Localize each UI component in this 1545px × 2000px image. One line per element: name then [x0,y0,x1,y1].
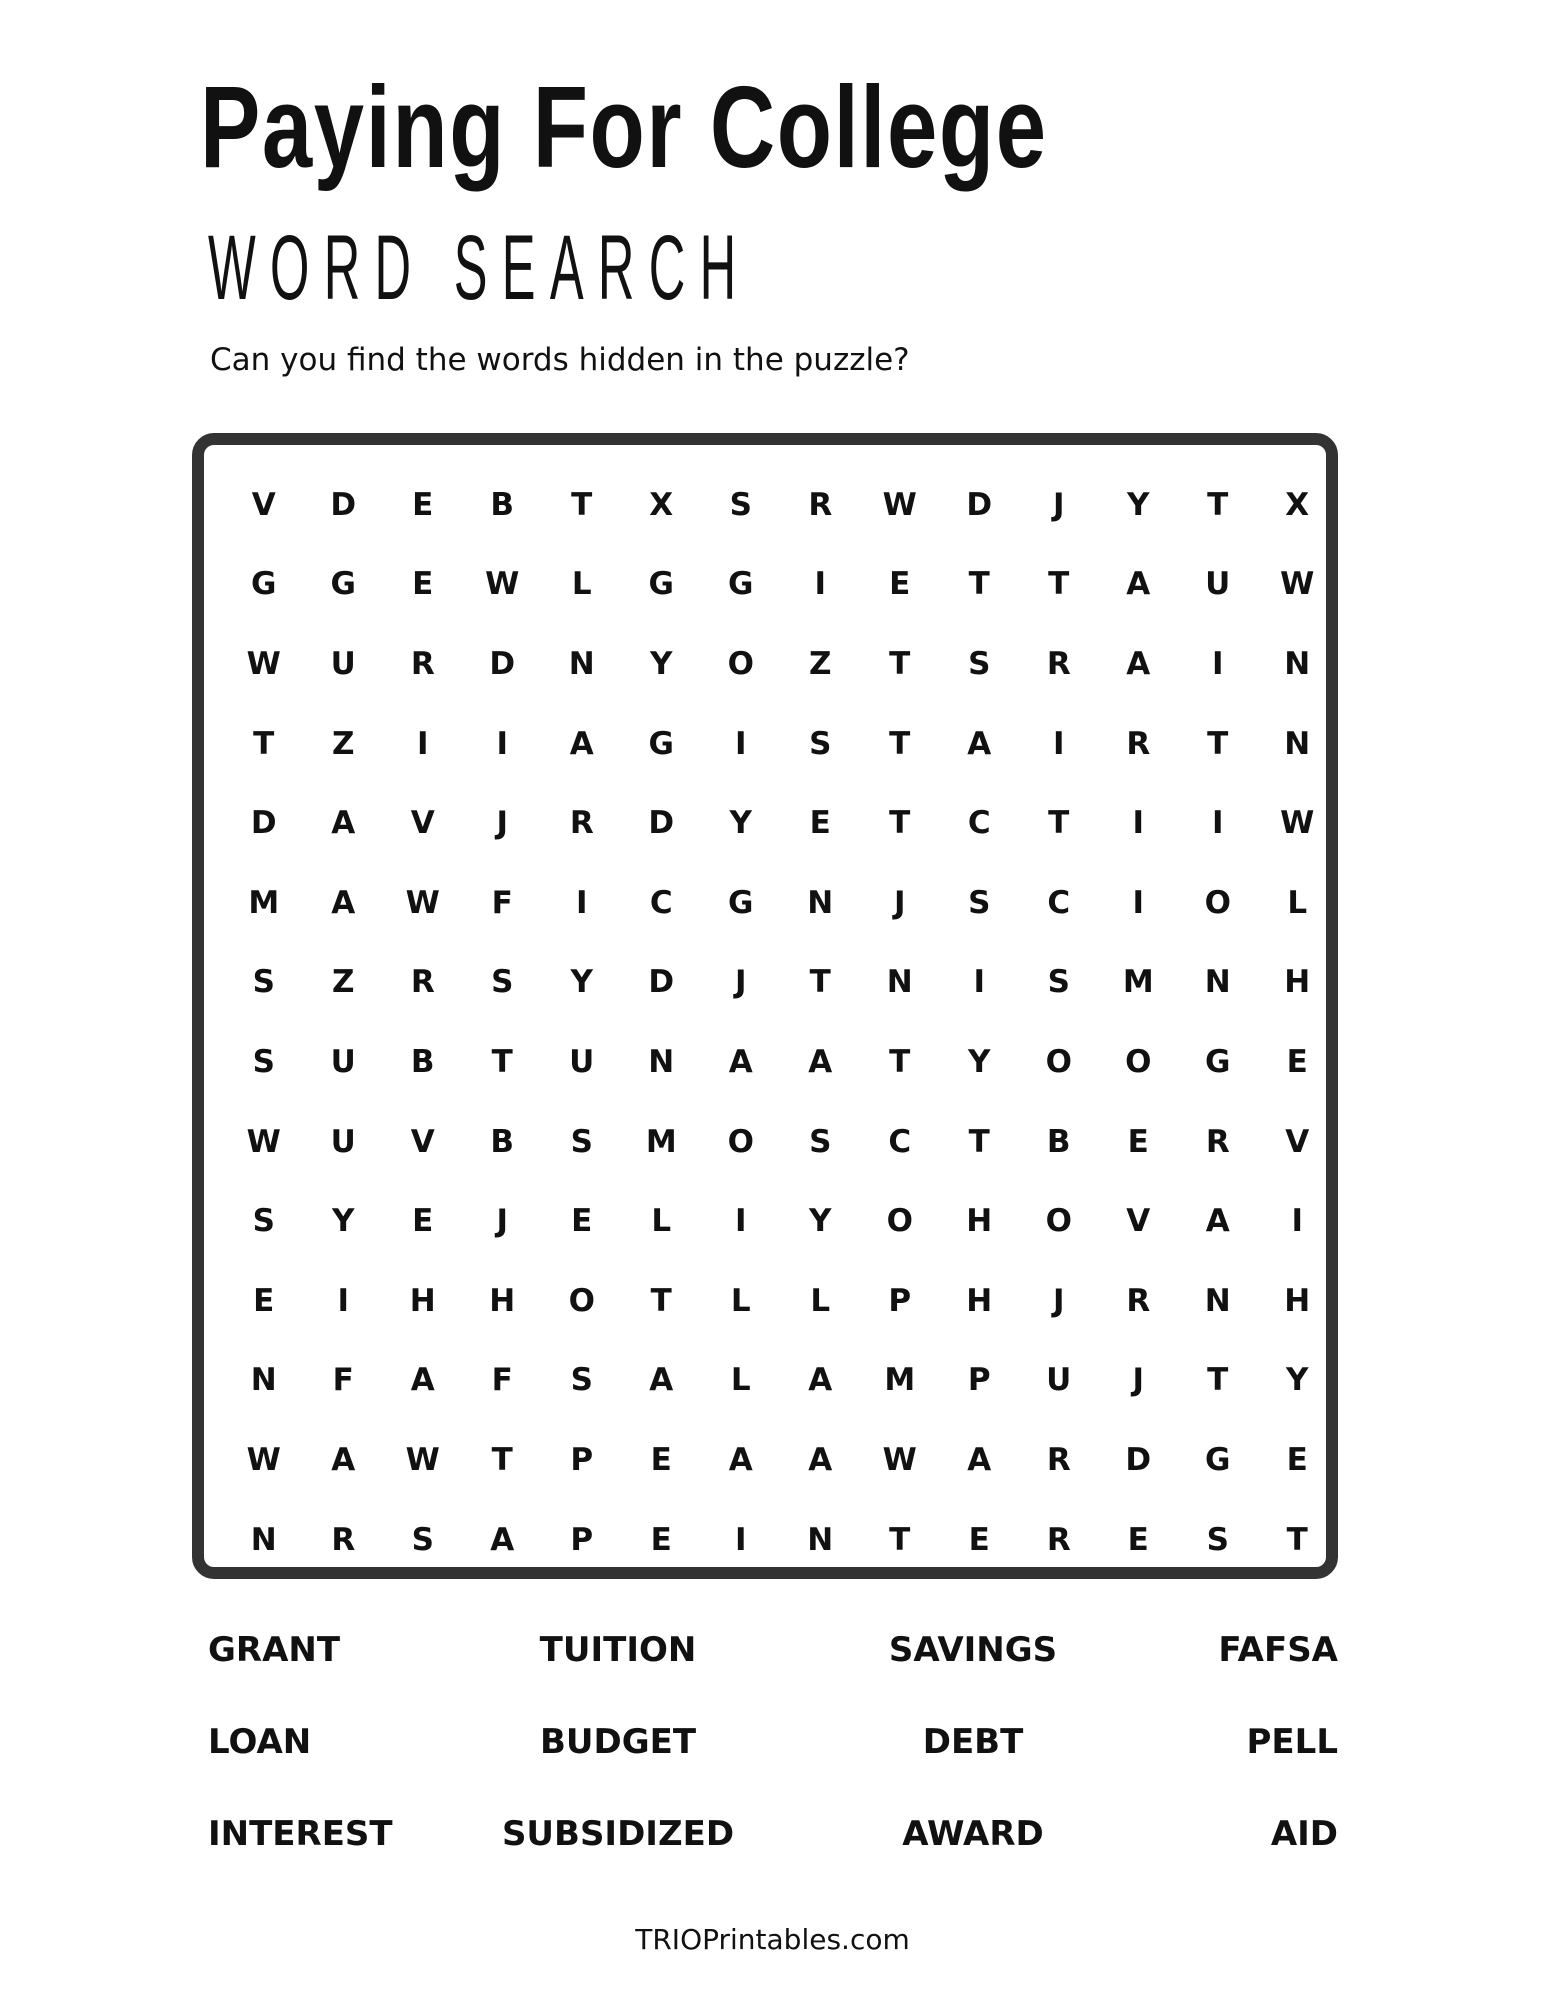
grid-letter[interactable]: E [650,1441,672,1478]
grid-letter[interactable]: T [1286,1521,1308,1558]
grid-letter[interactable]: L [1287,884,1308,921]
grid-letter[interactable]: N [807,884,834,921]
grid-letter[interactable]: R [1205,1123,1230,1160]
grid-letter[interactable]: R [1046,1521,1071,1558]
grid-letter[interactable]: P [570,1441,594,1478]
grid-letter[interactable]: S [252,964,275,1001]
grid-letter[interactable]: Y [809,1203,832,1240]
word-list-item: LOAN [208,1722,312,1762]
grid-letter[interactable]: V [410,805,435,842]
word-list [208,1630,1338,1930]
grid-letter[interactable]: A [490,1521,515,1558]
word-list-item: SAVINGS [888,1630,1058,1670]
word-list-item: GRANT [208,1630,341,1670]
grid-letter[interactable]: L [730,1362,751,1399]
grid-letter[interactable]: E [412,566,434,603]
grid-letter[interactable]: T [889,725,911,762]
grid-letter[interactable]: I [734,725,747,762]
grid-letter[interactable]: T [491,1441,513,1478]
grid-letter[interactable]: H [489,1282,516,1319]
grid-letter[interactable]: W [1280,566,1315,603]
grid-letter[interactable]: W [246,1441,281,1478]
grid-letter[interactable]: J [734,964,747,1001]
grid-letter[interactable]: T [1207,486,1229,523]
grid-letter[interactable]: N [886,964,913,1001]
grid-letter[interactable]: V [410,1123,435,1160]
grid-letter[interactable]: I [814,566,827,603]
grid-letter[interactable]: B [490,486,515,523]
grid-letter[interactable]: M [645,1123,677,1160]
grid-letter[interactable]: A [1205,1203,1230,1240]
grid-letter[interactable]: N [1284,725,1311,762]
grid-letter[interactable]: O [727,645,754,682]
grid-letter[interactable]: I [1052,725,1065,762]
grid-letter[interactable]: D [648,805,675,842]
grid-letter[interactable]: A [967,725,992,762]
grid-letter[interactable]: W [882,486,917,523]
grid-letter[interactable]: I [496,725,509,762]
grid-letter[interactable]: R [1126,1282,1151,1319]
grid-letter[interactable]: S [1206,1521,1229,1558]
grid-letter[interactable]: G [728,884,754,921]
grid-letter[interactable]: T [253,725,275,762]
grid-letter[interactable]: F [491,884,513,921]
grid-letter[interactable]: M [248,884,280,921]
grid-letter[interactable]: Z [332,964,355,1001]
grid-letter[interactable]: I [734,1203,747,1240]
grid-letter[interactable]: S [570,1123,593,1160]
grid-letter[interactable]: T [889,805,911,842]
grid-letter[interactable]: O [1125,1043,1152,1080]
grid-letter[interactable]: G [648,725,674,762]
grid-letter[interactable]: O [1045,1203,1072,1240]
grid-letter[interactable]: I [416,725,429,762]
grid-letter[interactable]: D [966,486,993,523]
grid-letter[interactable]: L [571,566,592,603]
grid-letter[interactable]: W [1280,805,1315,842]
grid-letter[interactable]: S [968,645,991,682]
grid-letter[interactable]: C [967,805,991,842]
grid-letter[interactable]: I [337,1282,350,1319]
grid-letter[interactable]: S [809,1123,832,1160]
grid-letter[interactable]: A [410,1362,435,1399]
grid-letter[interactable]: H [1284,964,1311,1001]
grid-letter[interactable]: N [648,1043,675,1080]
grid-letter[interactable]: S [1047,964,1070,1001]
grid-letter[interactable]: J [496,1203,509,1240]
grid-letter[interactable]: A [728,1043,753,1080]
grid-letter[interactable]: T [1207,1362,1229,1399]
grid-letter[interactable]: U [330,1043,356,1080]
grid-letter[interactable]: A [649,1362,674,1399]
grid-letter[interactable]: N [1204,1282,1231,1319]
grid-letter[interactable]: J [496,805,509,842]
footer-site: TRIOPrintables.com [635,1923,910,1956]
grid-letter[interactable]: B [1046,1123,1071,1160]
page-title: Paying For College [200,62,1048,192]
grid-letter[interactable]: T [968,1123,990,1160]
grid-letter[interactable]: O [727,1123,754,1160]
grid-letter[interactable]: Y [968,1043,991,1080]
grid-letter[interactable]: I [1132,884,1145,921]
grid-letter[interactable]: N [1204,964,1231,1001]
grid-letter[interactable]: B [490,1123,515,1160]
grid-letter[interactable]: E [1286,1441,1308,1478]
grid-letter[interactable]: A [569,725,594,762]
grid-letter[interactable]: A [967,1441,992,1478]
grid-letter[interactable]: D [648,964,675,1001]
grid-letter[interactable]: U [330,1123,356,1160]
grid-letter[interactable]: E [1286,1043,1308,1080]
grid-letter[interactable]: V [251,486,276,523]
word-list-item: TUITION [539,1630,697,1670]
word-list-item: INTEREST [208,1814,393,1854]
grid-letter[interactable]: S [809,725,832,762]
grid-letter[interactable]: Y [1127,486,1150,523]
puzzle-grid-frame [192,433,1338,1579]
grid-letter[interactable]: I [734,1521,747,1558]
grid-letter[interactable]: H [409,1282,436,1319]
grid-letter[interactable]: L [810,1282,831,1319]
grid-letter[interactable]: U [1046,1362,1072,1399]
word-list-item: DEBT [922,1722,1024,1762]
grid-letter[interactable]: A [808,1043,833,1080]
grid-letter[interactable]: A [331,884,356,921]
grid-letter[interactable]: X [649,486,674,523]
grid-letter[interactable]: J [1052,1282,1065,1319]
grid-letter[interactable]: H [1284,1282,1311,1319]
grid-letter[interactable]: P [967,1362,991,1399]
word-list-item: AID [1270,1814,1338,1854]
grid-letter[interactable]: W [485,566,520,603]
grid-letter[interactable]: I [1211,805,1224,842]
grid-letter[interactable]: E [889,566,911,603]
grid-letter[interactable]: Y [332,1203,355,1240]
grid-letter[interactable]: T [1048,566,1070,603]
grid-letter[interactable]: U [330,645,356,682]
grid-letter[interactable]: E [650,1521,672,1558]
grid-letter[interactable]: T [889,1521,911,1558]
grid-letter[interactable]: A [808,1441,833,1478]
grid-letter[interactable]: O [886,1203,913,1240]
grid-letter[interactable]: N [250,1521,277,1558]
grid-letter[interactable]: J [1132,1362,1145,1399]
grid-letter[interactable]: N [1284,645,1311,682]
grid-letter[interactable]: U [569,1043,595,1080]
grid-letter[interactable]: E [1127,1521,1149,1558]
grid-letter[interactable]: A [331,805,356,842]
grid-letter[interactable]: M [884,1362,916,1399]
grid-letter[interactable]: W [246,1123,281,1160]
grid-letter[interactable]: I [1132,805,1145,842]
grid-letter[interactable]: V [1126,1203,1151,1240]
grid-letter[interactable]: R [569,805,594,842]
instructions-text: Can you find the words hidden in the puzzle? [210,342,910,378]
grid-letter[interactable]: B [410,1043,435,1080]
grid-letter[interactable]: N [807,1521,834,1558]
grid-letter[interactable]: D [330,486,357,523]
grid-letter[interactable]: L [651,1203,672,1240]
grid-letter[interactable]: V [1285,1123,1310,1160]
grid-letter[interactable]: N [250,1362,277,1399]
grid-letter[interactable]: I [575,884,588,921]
grid-letter[interactable]: U [1205,566,1231,603]
page-subtitle: WORD SEARCH [208,217,751,319]
word-list-item: AWARD [902,1814,1044,1854]
grid-letter[interactable]: C [888,1123,912,1160]
grid-letter[interactable]: S [411,1521,434,1558]
word-list-item: PELL [1246,1722,1338,1762]
grid-letter[interactable]: G [1205,1043,1231,1080]
grid-letter[interactable]: C [649,884,673,921]
grid-letter[interactable]: G [251,566,277,603]
grid-letter[interactable]: G [330,566,356,603]
grid-letter[interactable]: Y [570,964,593,1001]
grid-letter[interactable]: O [568,1282,595,1319]
grid-letter[interactable]: S [968,884,991,921]
grid-letter[interactable]: R [410,964,435,1001]
grid-letter[interactable]: W [405,884,440,921]
grid-letter[interactable]: S [491,964,514,1001]
grid-letter[interactable]: W [405,1441,440,1478]
grid-letter[interactable]: L [730,1282,751,1319]
grid-letter[interactable]: E [253,1282,275,1319]
grid-letter[interactable]: Y [729,805,752,842]
word-list-item: BUDGET [539,1722,697,1762]
grid-letter[interactable]: E [412,1203,434,1240]
grid-letter[interactable]: Y [1286,1362,1309,1399]
grid-letter[interactable]: F [332,1362,354,1399]
grid-letter[interactable]: G [728,566,754,603]
grid-letter[interactable]: E [968,1521,990,1558]
grid-letter[interactable]: T [889,1043,911,1080]
word-list-item: FAFSA [1218,1630,1338,1670]
grid-letter[interactable]: I [1291,1203,1304,1240]
grid-letter[interactable]: T [491,1043,513,1080]
grid-letter[interactable]: S [570,1362,593,1399]
grid-letter[interactable]: A [331,1441,356,1478]
grid-letter[interactable]: T [1207,725,1229,762]
grid-letter[interactable]: S [252,1043,275,1080]
grid-letter[interactable]: E [571,1203,593,1240]
grid-letter[interactable]: C [1047,884,1071,921]
grid-letter[interactable]: Z [809,645,832,682]
grid-letter[interactable]: I [1211,645,1224,682]
grid-letter[interactable]: N [568,645,595,682]
grid-letter[interactable]: J [1052,486,1065,523]
grid-letter[interactable]: F [491,1362,513,1399]
letter-grid [224,465,1324,1579]
grid-letter[interactable]: T [571,486,593,523]
grid-letter[interactable]: R [331,1521,356,1558]
grid-letter[interactable]: E [809,805,831,842]
grid-letter[interactable]: R [808,486,833,523]
grid-letter[interactable]: T [1048,805,1070,842]
grid-letter[interactable]: R [1046,645,1071,682]
grid-letter[interactable]: Y [650,645,673,682]
grid-letter[interactable]: M [1122,964,1154,1001]
grid-letter[interactable]: D [250,805,277,842]
word-list-item: SUBSIDIZED [501,1814,735,1854]
grid-letter[interactable]: A [728,1441,753,1478]
grid-letter[interactable]: J [893,884,906,921]
grid-letter[interactable]: T [809,964,831,1001]
grid-letter[interactable]: A [1126,645,1151,682]
grid-letter[interactable]: X [1285,486,1310,523]
grid-letter[interactable]: O [1204,884,1231,921]
grid-letter[interactable]: E [412,486,434,523]
grid-letter[interactable]: S [252,1203,275,1240]
grid-letter[interactable]: R [410,645,435,682]
grid-letter[interactable]: T [889,645,911,682]
grid-letter[interactable]: A [1126,566,1151,603]
grid-letter[interactable]: D [1125,1441,1152,1478]
grid-letter[interactable]: E [1127,1123,1149,1160]
grid-letter[interactable]: W [882,1441,917,1478]
grid-letter[interactable]: R [1126,725,1151,762]
grid-letter[interactable]: T [968,566,990,603]
grid-letter[interactable]: Z [332,725,355,762]
grid-letter[interactable]: G [1205,1441,1231,1478]
grid-letter[interactable]: I [973,964,986,1001]
grid-letter[interactable]: H [966,1282,993,1319]
grid-letter[interactable]: O [1045,1043,1072,1080]
grid-letter[interactable]: T [650,1282,672,1319]
grid-letter[interactable]: G [648,566,674,603]
grid-letter[interactable]: D [489,645,516,682]
grid-letter[interactable]: P [888,1282,912,1319]
grid-letter[interactable]: S [729,486,752,523]
grid-letter[interactable]: R [1046,1441,1071,1478]
grid-letter[interactable]: H [966,1203,993,1240]
grid-letter[interactable]: P [570,1521,594,1558]
grid-letter[interactable]: A [808,1362,833,1399]
grid-letter[interactable]: W [246,645,281,682]
